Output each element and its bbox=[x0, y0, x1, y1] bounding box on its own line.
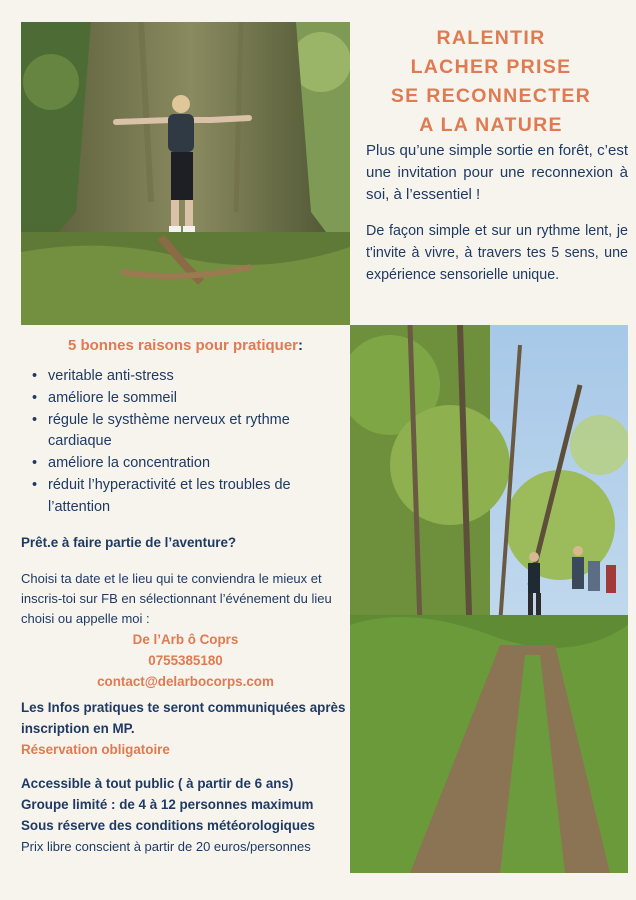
list-item: • réduit l’hyperactivité et les troubles de l’attention bbox=[21, 475, 350, 519]
adventure-question: Prêt.e à faire partie de l’aventure? bbox=[21, 535, 237, 550]
list-item: • régule le systhème nerveux et rythme cardiaque bbox=[21, 410, 350, 454]
list-item: • améliore la concentration bbox=[21, 453, 350, 475]
list-item: • veritable anti-stress bbox=[21, 366, 350, 388]
title-line-1: RALENTIR bbox=[436, 27, 546, 49]
contact-email[interactable]: contact@delarbocorps.com bbox=[97, 674, 274, 689]
contact-block bbox=[21, 629, 350, 692]
list-item: • améliore le sommeil bbox=[21, 388, 350, 410]
tree-hug-photo bbox=[21, 22, 350, 325]
practical-info: Les Infos pratiques te seront communiquées après inscription en MP. bbox=[21, 700, 346, 736]
access-conditions bbox=[21, 773, 350, 836]
page-title bbox=[352, 24, 630, 140]
registration-instructions: Choisi ta date et le lieu qui te conviendra le mieux et inscris-toi sur FB en sélectionnant l’événement du lieu choisi ou appelle moi : bbox=[21, 571, 332, 626]
forest-path-photo bbox=[350, 325, 628, 873]
price-text: Prix libre conscient à partir de 20 euros/personnes bbox=[21, 839, 311, 854]
reasons-heading-colon: : bbox=[298, 337, 304, 354]
intro-paragraph-1: Plus qu’une simple sortie en forêt, c’est une invitation pour une reconnexion à soi, à l’essentiel ! bbox=[366, 142, 628, 203]
title-line-4: A LA NATURE bbox=[419, 114, 563, 136]
access-line-2: Groupe limité : de 4 à 12 personnes maximum bbox=[21, 797, 314, 812]
access-line-3: Sous réserve des conditions météorologiques bbox=[21, 818, 315, 833]
intro-paragraph-2: De façon simple et sur un rythme lent, je t'invite à vivre, à travers tes 5 sens, une expérience sensorielle unique. bbox=[366, 223, 628, 283]
reasons-heading bbox=[21, 337, 350, 354]
contact-phone[interactable]: 0755385180 bbox=[148, 653, 223, 668]
reservation-required: Réservation obligatoire bbox=[21, 742, 170, 757]
reasons-list bbox=[21, 366, 350, 519]
title-line-2: LACHER PRISE bbox=[410, 56, 572, 78]
contact-name: De l’Arb ô Coprs bbox=[132, 632, 239, 647]
title-line-3: SE RECONNECTER bbox=[390, 85, 592, 107]
reasons-heading-text: 5 bonnes raisons pour pratiquer bbox=[67, 337, 299, 354]
access-line-1: Accessible à tout public ( à partir de 6 ans) bbox=[21, 776, 294, 791]
